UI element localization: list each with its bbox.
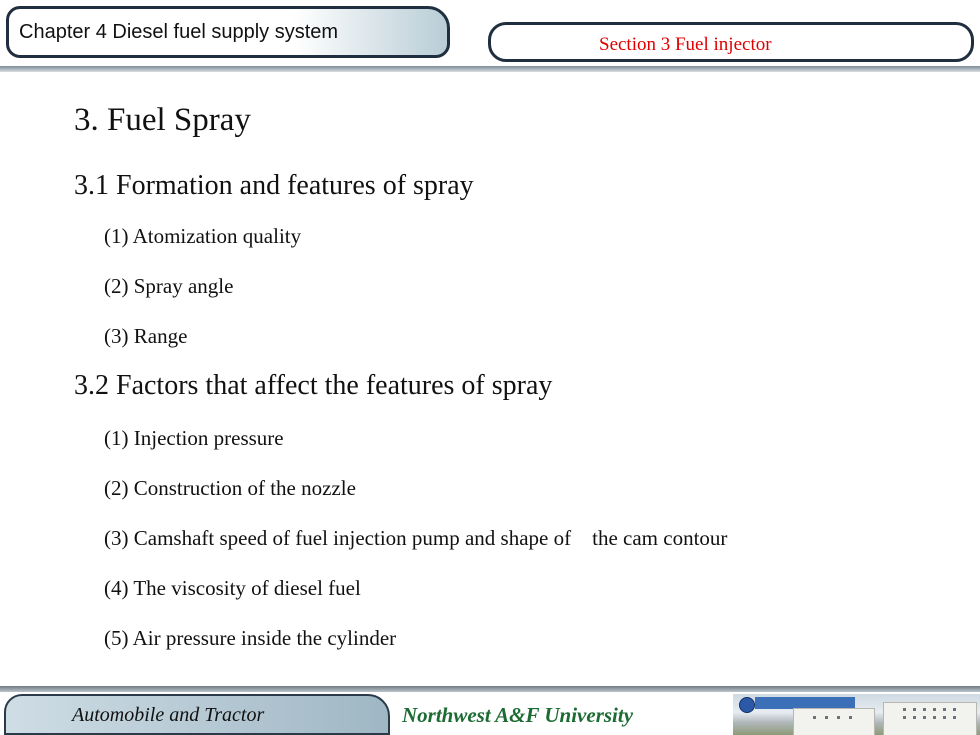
subheading-formation: 3.1 Formation and features of spray <box>74 170 474 201</box>
building-left <box>793 708 875 735</box>
building-right <box>883 702 977 735</box>
list-item: (2) Spray angle <box>104 274 234 298</box>
header-divider <box>0 66 980 72</box>
course-name: Automobile and Tractor <box>72 704 265 726</box>
chapter-title: Chapter 4 Diesel fuel supply system <box>19 21 339 43</box>
footer-divider <box>0 686 980 692</box>
subheading-factors: 3.2 Factors that affect the features of spray <box>74 370 553 401</box>
section-title: Section 3 Fuel injector <box>599 34 772 55</box>
list-item: (4) The viscosity of diesel fuel <box>104 576 361 600</box>
slide-header <box>0 0 980 72</box>
list-item: (1) Injection pressure <box>104 426 284 450</box>
section-tab <box>488 22 974 62</box>
course-tab <box>4 694 390 735</box>
list-item: (3) Camshaft speed of fuel injection pump and shape of the cam contour <box>104 526 728 550</box>
slide-title: 3. Fuel Spray <box>74 102 251 138</box>
list-item: (1) Atomization quality <box>104 224 302 248</box>
university-name: Northwest A&F University <box>402 703 634 727</box>
chapter-tab <box>6 6 450 58</box>
list-item: (2) Construction of the nozzle <box>104 476 356 500</box>
list-item: (5) Air pressure inside the cylinder <box>104 626 397 650</box>
campus-building-image <box>733 694 980 735</box>
list-item: (3) Range <box>104 324 188 348</box>
college-logo-icon <box>739 697 755 713</box>
